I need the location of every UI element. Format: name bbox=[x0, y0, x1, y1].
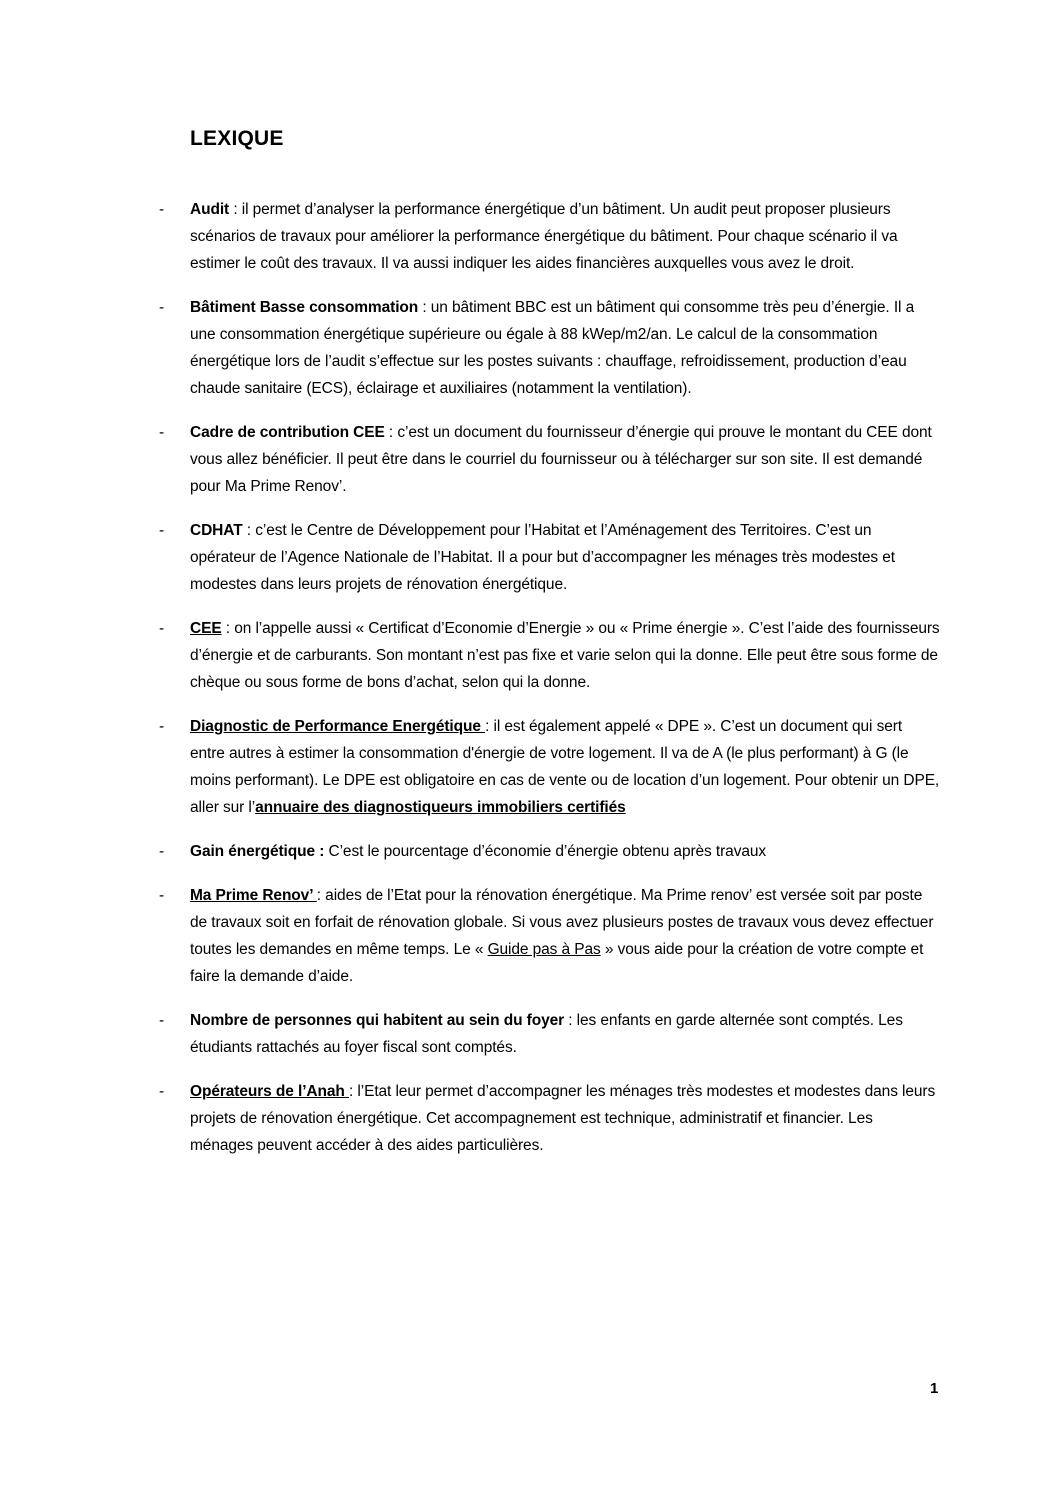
entry-definition-text: : aides de l’Etat pour la rénovation énergétique. Ma Prime renov’ est versée soit par poste de travaux soit en forfait de rénovation globale. Si vous avez plusieurs postes de travaux vous devez effectuer toutes les demandes en même temps. Le « bbox=[190, 887, 934, 958]
lexicon-entry bbox=[159, 1078, 948, 1159]
entry-paragraph bbox=[190, 1007, 940, 1061]
entry-term: Nombre de personnes qui habitent au sein du foyer bbox=[190, 1012, 565, 1029]
bullet-dash: - bbox=[159, 887, 165, 904]
bullet-dash: - bbox=[159, 843, 165, 860]
lexicon-entry bbox=[159, 196, 948, 277]
entry-term-underlined: Ma Prime Renov’ bbox=[190, 887, 317, 904]
entry-paragraph bbox=[190, 1078, 940, 1159]
entry-term: Audit bbox=[190, 201, 230, 218]
lexicon-entry bbox=[159, 419, 948, 500]
entry-definition-text: : il permet d’analyser la performance énergétique d’un bâtiment. Un audit peut proposer plusieurs scénarios de travaux pour améliorer la performance énergétique du bâtiment. Pour chaque scénario il va estimer le coût des travaux. Il va aussi indiquer les aides financières auxquelles vous avez le droit. bbox=[190, 201, 898, 272]
bullet-dash: - bbox=[159, 424, 165, 441]
entry-term: Gain énergétique : bbox=[190, 843, 325, 860]
entry-definition-text: : les enfants en garde alternée sont comptés. Les étudiants rattachés au foyer fiscal sont comptés. bbox=[190, 1012, 903, 1056]
entry-term: Cadre de contribution CEE bbox=[190, 424, 385, 441]
bullet-dash: - bbox=[159, 620, 165, 637]
entry-term-underlined: CEE bbox=[190, 620, 222, 637]
entry-paragraph bbox=[190, 882, 940, 990]
underlined-reference: Guide pas à Pas bbox=[487, 941, 601, 958]
bullet-dash: - bbox=[159, 201, 165, 218]
lexicon-entry bbox=[159, 294, 948, 402]
entry-definition-text: : on l’appelle aussi « Certificat d’Economie d’Energie » ou « Prime énergie ». C’est l’aide des fournisseurs d’énergie et de carburants. Son montant n’est pas fixe et varie selon qui la donne. Elle peut être sous forme de chèque ou sous forme de bons d’achat, selon qui la donne. bbox=[190, 620, 940, 691]
entry-paragraph bbox=[190, 615, 940, 696]
bullet-dash: - bbox=[159, 1012, 165, 1029]
lexicon-entry bbox=[159, 1007, 948, 1061]
lexicon-entry bbox=[159, 838, 948, 865]
bullet-dash: - bbox=[159, 718, 165, 735]
lexicon-entry bbox=[159, 615, 948, 696]
lexicon-list bbox=[159, 196, 948, 1159]
entry-paragraph bbox=[190, 838, 940, 865]
bullet-dash: - bbox=[159, 299, 165, 316]
entry-paragraph bbox=[190, 517, 940, 598]
entry-term-underlined: annuaire des diagnostiqueurs immobiliers certifiés bbox=[255, 799, 626, 816]
bullet-dash: - bbox=[159, 1083, 165, 1100]
lexicon-entry bbox=[159, 517, 948, 598]
entry-paragraph bbox=[190, 713, 940, 821]
page-number: 1 bbox=[930, 1380, 939, 1397]
entry-definition-text: : c’est le Centre de Développement pour l’Habitat et l’Aménagement des Territoires. C’est un opérateur de l’Agence Nationale de l’Habitat. Il a pour but d’accompagner les ménages très modestes et modestes dans leurs projets de rénovation énergétique. bbox=[190, 522, 895, 593]
bullet-dash: - bbox=[159, 522, 165, 539]
entry-definition-text: : c’est un document du fournisseur d’énergie qui prouve le montant du CEE dont vous allez bénéficier. Il peut être dans le courriel du fournisseur ou à télécharger sur son site. Il est demandé pour Ma Prime Renov’. bbox=[190, 424, 932, 495]
entry-term: Bâtiment Basse consommation bbox=[190, 299, 419, 316]
entry-definition-text: : un bâtiment BBC est un bâtiment qui consomme très peu d’énergie. Il a une consommation énergétique supérieure ou égale à 88 kWep/m2/an. Le calcul de la consommation énergétique lors de l’audit s’effectue sur les postes suivants : chauffage, refroidissement, production d’eau chaude sanitaire (ECS), éclairage et auxiliaires (notamment la ventilation). bbox=[190, 299, 915, 397]
entry-paragraph bbox=[190, 196, 940, 277]
entry-definition-text: C’est le pourcentage d’économie d’énergie obtenu après travaux bbox=[324, 843, 767, 860]
entry-term: CDHAT bbox=[190, 522, 243, 539]
entry-definition-text: » vous aide pour la création de votre compte et faire la demande d’aide. bbox=[190, 941, 924, 985]
lexicon-entry bbox=[159, 882, 948, 990]
entry-term-underlined: Opérateurs de l’Anah bbox=[190, 1083, 349, 1100]
entry-definition-text: : il est également appelé « DPE ». C’est un document qui sert entre autres à estimer la consommation d'énergie de votre logement. Il va de A (le plus performant) à G (le moins performant). Le DPE est obligatoire en cas de vente ou de location d’un logement. Pour obtenir un DPE, aller sur l’ bbox=[190, 718, 940, 816]
entry-paragraph bbox=[190, 294, 940, 402]
entry-paragraph bbox=[190, 419, 940, 500]
page-title: LEXIQUE bbox=[190, 127, 284, 150]
entry-term-underlined: Diagnostic de Performance Energétique bbox=[190, 718, 486, 735]
entry-definition-text: : l’Etat leur permet d’accompagner les ménages très modestes et modestes dans leurs projets de rénovation énergétique. Cet accompagnement est technique, administratif et financier. Les ménages peuvent accéder à des aides particulières. bbox=[190, 1083, 936, 1154]
lexicon-entry bbox=[159, 713, 948, 821]
